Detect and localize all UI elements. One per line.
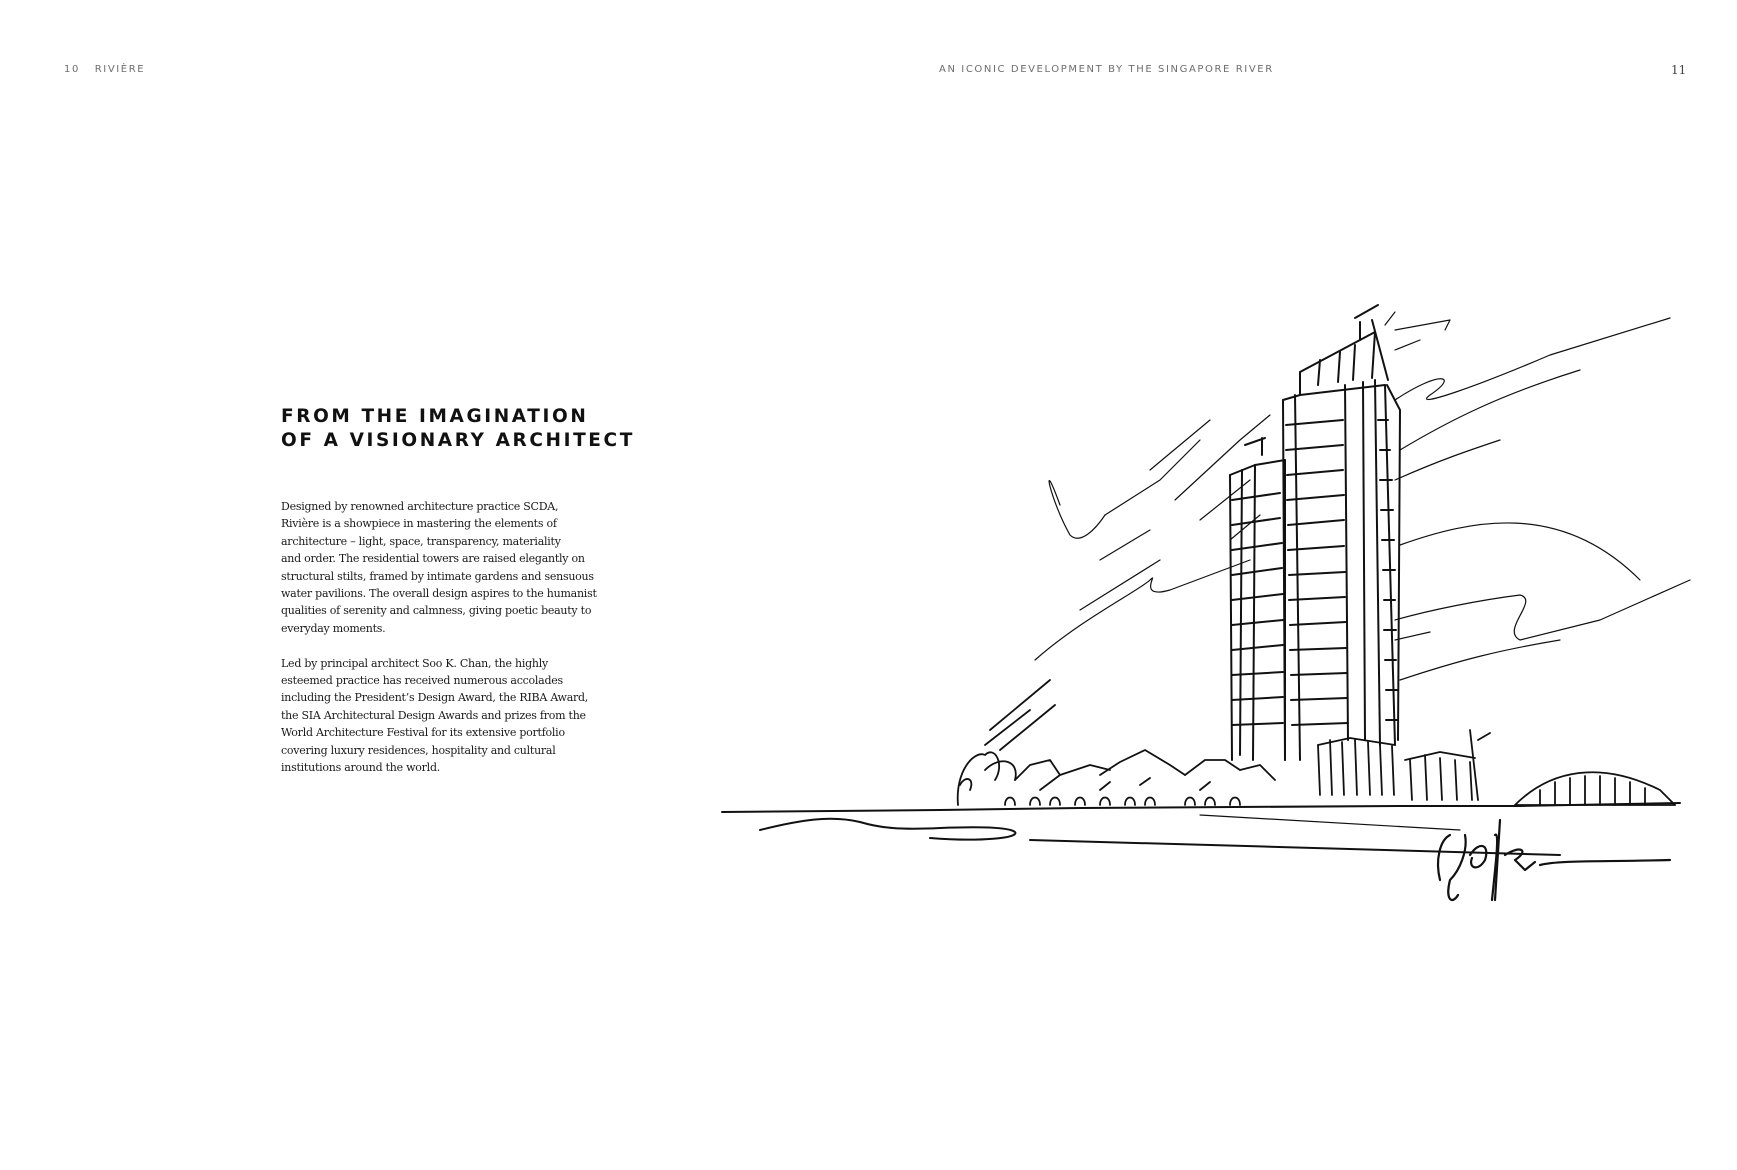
paragraph-design — [281, 498, 603, 637]
text-line: Rivière is a showpiece in mastering the elements of — [281, 517, 557, 531]
bridge-icon — [1470, 730, 1675, 805]
text-line: Led by principal architect Soo K. Chan, the highly — [281, 656, 548, 670]
text-line: Designed by renowned architecture practice SCDA, — [281, 500, 559, 513]
text-line: structural stilts, framed by intimate gardens and sensuous — [281, 569, 594, 583]
text-line: architecture – light, space, transparency, materiality — [281, 534, 561, 548]
right-page-number: 11 — [1671, 63, 1687, 77]
text-line: qualities of serenity and calmness, giving poetic beauty to — [281, 604, 592, 618]
headline-line-1: FROM THE IMAGINATION — [281, 406, 589, 427]
podium-icon — [1318, 738, 1475, 800]
text-line: water pavilions. The overall design aspires to the humanist — [281, 587, 597, 601]
text-line: World Architecture Festival for its extensive portfolio — [281, 726, 565, 740]
page-headline — [281, 405, 635, 453]
left-page-number: 10 — [64, 64, 80, 75]
architectural-sketch-icon — [715, 300, 1695, 920]
shophouses-icon — [958, 680, 1275, 805]
text-line: the SIA Architectural Design Awards and prizes from the — [281, 708, 586, 722]
river-waterline-icon — [722, 803, 1680, 855]
text-line: institutions around the world. — [281, 761, 440, 775]
right-running-title: AN ICONIC DEVELOPMENT BY THE SINGAPORE RIVER — [939, 64, 1274, 75]
text-line: esteemed practice has received numerous accolades — [281, 674, 563, 688]
text-line: and order. The residential towers are raised elegantly on — [281, 552, 585, 566]
body-copy — [281, 498, 603, 794]
left-running-head — [64, 64, 145, 75]
headline-line-2: OF A VISIONARY ARCHITECT — [281, 430, 635, 451]
text-line: everyday moments. — [281, 621, 386, 635]
tower-left-icon — [1230, 438, 1285, 760]
paragraph-architect — [281, 655, 603, 777]
text-line: covering luxury residences, hospitality and cultural — [281, 743, 556, 757]
tower-main-icon — [1283, 305, 1400, 760]
architect-signature-icon — [1438, 820, 1670, 900]
sky-strokes-icon — [1035, 312, 1690, 680]
text-line: including the President’s Design Award, the RIBA Award, — [281, 691, 589, 705]
left-running-title: RIVIÈRE — [94, 64, 146, 75]
